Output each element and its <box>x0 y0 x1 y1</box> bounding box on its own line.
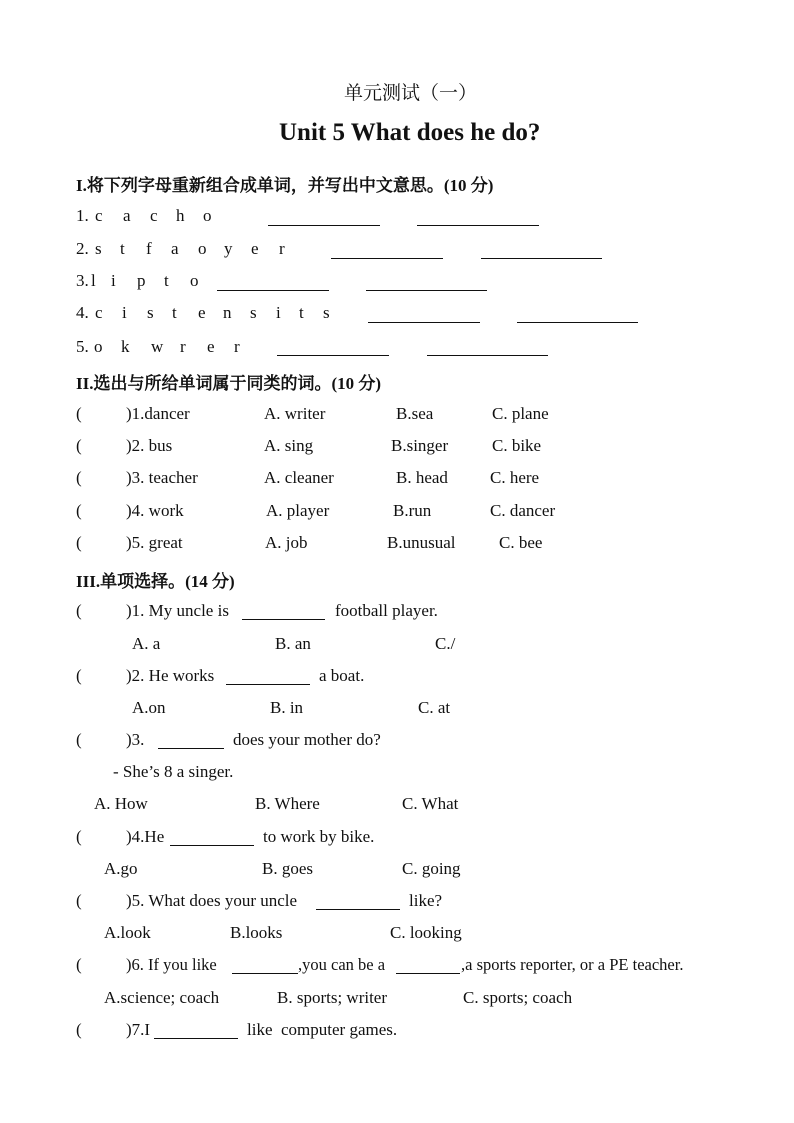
page-title-en: Unit 5 What does he do? <box>279 119 541 146</box>
letter: i <box>276 303 281 322</box>
option-a[interactable]: A.look <box>104 923 151 942</box>
answer-paren[interactable]: ( <box>76 501 82 520</box>
option-c[interactable]: C. here <box>490 468 540 487</box>
option-c[interactable]: C. at <box>418 698 451 717</box>
page-title-cn: 单元测试（一） <box>344 82 478 104</box>
letter: e <box>251 239 259 258</box>
question-text: )5. What does your uncle <box>126 891 298 910</box>
answer-paren[interactable]: ( <box>76 404 82 423</box>
option-c[interactable]: C. plane <box>492 404 549 423</box>
answer-paren[interactable]: ( <box>76 827 82 846</box>
answer-blank-word[interactable] <box>368 322 480 323</box>
letter: w <box>151 337 164 356</box>
question-text: )7.I <box>126 1020 151 1039</box>
letter: r <box>180 337 186 356</box>
question-text: like computer games. <box>247 1020 398 1039</box>
question-text: ,a sports reporter, or a PE teacher. <box>461 955 684 974</box>
fill-blank[interactable] <box>396 973 460 974</box>
option-c[interactable]: C. sports; coach <box>463 988 573 1007</box>
answer-blank-meaning[interactable] <box>481 258 602 259</box>
letter: t <box>172 303 177 322</box>
fill-blank[interactable] <box>316 909 400 910</box>
answer-paren[interactable]: ( <box>76 601 82 620</box>
option-b[interactable]: B. Where <box>255 794 320 813</box>
fill-blank[interactable] <box>158 748 224 749</box>
letter: t <box>164 271 169 290</box>
question-text: like? <box>409 891 443 910</box>
option-c[interactable]: C. going <box>402 859 461 878</box>
option-a[interactable]: A.science; coach <box>104 988 220 1007</box>
section-2-heading: II.选出与所给单词属于同类的词。(10 分) <box>76 374 382 393</box>
letter: o <box>94 337 103 356</box>
option-b[interactable]: B. an <box>275 634 311 653</box>
question-text: )3. <box>126 730 145 749</box>
letter: r <box>234 337 240 356</box>
reply-text: - She’s 8 a singer. <box>113 762 234 781</box>
letter: n <box>223 303 232 322</box>
item-number: 1. <box>76 206 89 225</box>
option-a[interactable]: A. sing <box>264 436 314 455</box>
letter: e <box>198 303 206 322</box>
letter: k <box>121 337 130 356</box>
question-text: )2. He works <box>126 666 215 685</box>
answer-blank-meaning[interactable] <box>417 225 539 226</box>
option-c[interactable]: C. dancer <box>490 501 556 520</box>
option-a[interactable]: A. player <box>266 501 330 520</box>
letter: t <box>120 239 125 258</box>
question-stem: )5. great <box>126 533 183 552</box>
letter: h <box>176 206 185 225</box>
letter: c <box>95 303 103 322</box>
letter: t <box>299 303 304 322</box>
answer-paren[interactable]: ( <box>76 730 82 749</box>
option-b[interactable]: B.run <box>393 501 432 520</box>
answer-paren[interactable]: ( <box>76 1020 82 1039</box>
fill-blank[interactable] <box>154 1038 238 1039</box>
question-text: football player. <box>335 601 438 620</box>
option-b[interactable]: B. goes <box>262 859 313 878</box>
option-a[interactable]: A. cleaner <box>264 468 334 487</box>
question-text: )6. If you like <box>126 955 217 974</box>
question-stem: )2. bus <box>126 436 173 455</box>
option-a[interactable]: A. How <box>94 794 148 813</box>
letter: a <box>123 206 131 225</box>
item-number: 3. <box>76 271 89 290</box>
option-b[interactable]: B. in <box>270 698 304 717</box>
answer-paren[interactable]: ( <box>76 436 82 455</box>
option-b[interactable]: B.singer <box>391 436 449 455</box>
letter: f <box>146 239 152 258</box>
fill-blank[interactable] <box>232 973 298 974</box>
letter: y <box>224 239 233 258</box>
letter: r <box>279 239 285 258</box>
answer-paren[interactable]: ( <box>76 533 82 552</box>
section-1-heading: I.将下列字母重新组合成单词，并写出中文意思。(10 分) <box>76 176 494 195</box>
option-a[interactable]: A. writer <box>264 404 326 423</box>
letter: s <box>323 303 330 322</box>
question-text: )4.He <box>126 827 165 846</box>
letter: e <box>207 337 215 356</box>
letter: s <box>147 303 154 322</box>
letter: s <box>95 239 102 258</box>
answer-blank-word[interactable] <box>331 258 443 259</box>
answer-blank-meaning[interactable] <box>517 322 638 323</box>
letter: i <box>122 303 127 322</box>
question-text: )1. My uncle is <box>126 601 229 620</box>
answer-blank-meaning[interactable] <box>366 290 487 291</box>
answer-paren[interactable]: ( <box>76 955 82 974</box>
answer-blank-meaning[interactable] <box>427 355 548 356</box>
question-text: a boat. <box>319 666 365 685</box>
question-text: does your mother do? <box>233 730 381 749</box>
question-text: to work by bike. <box>263 827 375 846</box>
option-b[interactable]: B.looks <box>230 923 283 942</box>
letter: o <box>203 206 212 225</box>
option-a[interactable]: A.go <box>104 859 138 878</box>
letter: c <box>95 206 103 225</box>
answer-paren[interactable]: ( <box>76 891 82 910</box>
letter: l <box>91 271 96 290</box>
fill-blank[interactable] <box>242 619 325 620</box>
letter: c <box>150 206 158 225</box>
letter: s <box>250 303 257 322</box>
answer-blank-word[interactable] <box>217 290 329 291</box>
option-b[interactable]: B. head <box>396 468 448 487</box>
section-3-heading: III.单项选择。(14 分) <box>76 572 235 591</box>
question-stem: )1.dancer <box>126 404 190 423</box>
item-number: 5. <box>76 337 89 356</box>
option-b[interactable]: B.sea <box>396 404 434 423</box>
question-text: ,you can be a <box>298 955 386 974</box>
letter: o <box>198 239 207 258</box>
fill-blank[interactable] <box>170 845 254 846</box>
question-stem: )4. work <box>126 501 184 520</box>
option-a[interactable]: A. job <box>265 533 308 552</box>
answer-paren[interactable]: ( <box>76 468 82 487</box>
option-b[interactable]: B.unusual <box>387 533 456 552</box>
fill-blank[interactable] <box>226 684 310 685</box>
option-a[interactable]: A.on <box>132 698 166 717</box>
question-stem: )3. teacher <box>126 468 198 487</box>
letter: o <box>190 271 199 290</box>
option-b[interactable]: B. sports; writer <box>277 988 388 1007</box>
letter: i <box>111 271 116 290</box>
option-c[interactable]: C. looking <box>390 923 462 942</box>
answer-paren[interactable]: ( <box>76 666 82 685</box>
item-number: 4. <box>76 303 89 322</box>
item-number: 2. <box>76 239 89 258</box>
option-c[interactable]: C. bike <box>492 436 542 455</box>
answer-blank-word[interactable] <box>277 355 389 356</box>
option-c[interactable]: C. bee <box>499 533 543 552</box>
option-c[interactable]: C. What <box>402 794 459 813</box>
answer-blank-word[interactable] <box>268 225 380 226</box>
option-a[interactable]: A. a <box>132 634 161 653</box>
option-c[interactable]: C./ <box>435 634 456 653</box>
letter: a <box>171 239 179 258</box>
letter: p <box>137 271 146 290</box>
